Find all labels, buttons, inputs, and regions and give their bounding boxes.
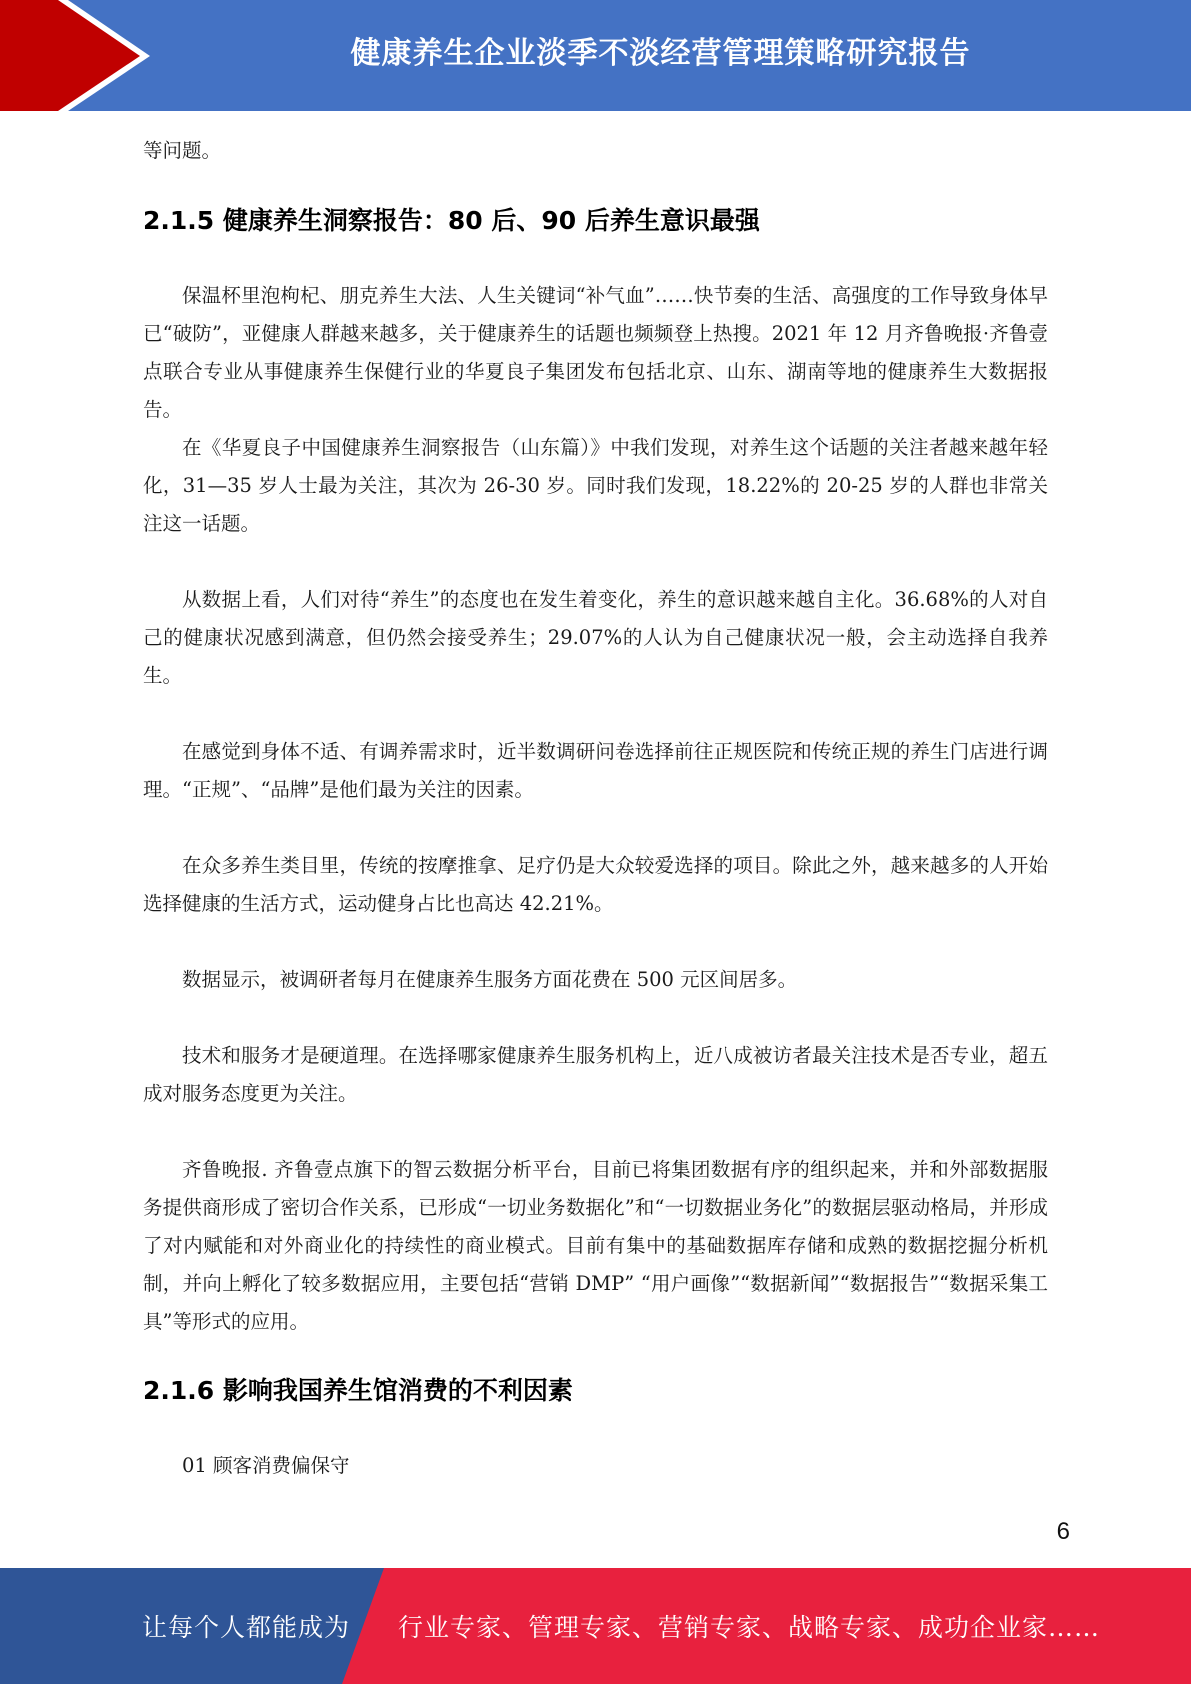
footer-slogan-right: 行业专家、管理专家、营销专家、战略专家、成功企业家…… bbox=[398, 1613, 1101, 1642]
paragraph: 在感觉到身体不适、有调养需求时，近半数调研问卷选择前往正规医院和传统正规的养生门店进行调理。“正规”、“品牌”是他们最为关注的因素。 bbox=[143, 740, 1048, 801]
section-heading-2-1-5: 2.1.5 健康养生洞察报告：80 后、90 后养生意识最强 bbox=[143, 206, 760, 235]
paragraph: 数据显示，被调研者每月在健康养生服务方面花费在 500 元区间居多。 bbox=[182, 968, 798, 991]
header-chevron-icon bbox=[0, 0, 160, 111]
paragraph: 技术和服务才是硬道理。在选择哪家健康养生服务机构上，近八成被访者最关注技术是否专业，超五成对服务态度更为关注。 bbox=[143, 1044, 1048, 1105]
page-footer bbox=[0, 1568, 1191, 1684]
document-title: 健康养生企业淡季不淡经营管理策略研究报告 bbox=[350, 36, 971, 71]
page-header bbox=[0, 0, 1191, 111]
paragraph: 从数据上看，人们对待“养生”的态度也在发生着变化，养生的意识越来越自主化。36.68%的人对自己的健康状况感到满意，但仍然会接受养生；29.07%的人认为自己健康状况一般，会主动选择自我养生。 bbox=[143, 588, 1048, 687]
paragraph: 保温杯里泡枸杞、朋克养生大法、人生关键词“补气血”……快节奏的生活、高强度的工作导致身体早已“破防”，亚健康人群越来越多，关于健康养生的话题也频频登上热搜。2021 年 12 月齐鲁晚报·齐鲁壹点联合专业从事健康养生保健行业的华夏良子集团发布包括北京、山东、湖南等地的健康养生大数据报告。 bbox=[143, 284, 1048, 421]
page-number: 6 bbox=[1056, 1518, 1070, 1545]
section-heading-2-1-6: 2.1.6 影响我国养生馆消费的不利因素 bbox=[143, 1376, 573, 1405]
intro-tail-text: 等问题。 bbox=[143, 139, 222, 162]
paragraph: 在众多养生类目里，传统的按摩推拿、足疗仍是大众较爱选择的项目。除此之外，越来越多的人开始选择健康的生活方式，运动健身占比也高达 42.21%。 bbox=[143, 854, 1048, 915]
paragraph: 在《华夏良子中国健康养生洞察报告（山东篇）》中我们发现，对养生这个话题的关注者越来越年轻化，31—35 岁人士最为关注，其次为 26-30 岁。同时我们发现，18.22%的 20-25 岁的人群也非常关注这一话题。 bbox=[143, 436, 1048, 535]
paragraph: 齐鲁晚报. 齐鲁壹点旗下的智云数据分析平台，目前已将集团数据有序的组织起来，并和外部数据服务提供商形成了密切合作关系，已形成“一切业务数据化”和“一切数据业务化”的数据层驱动格局，并形成了对内赋能和对外商业化的持续性的商业模式。目前有集中的基础数据库存储和成熟的数据挖掘分析机制，并向上孵化了较多数据应用，主要包括“营销 DMP” “用户画像”“数据新闻”“数据报告”“数据采集工具”等形式的应用。 bbox=[143, 1158, 1048, 1333]
page-content bbox=[143, 132, 1048, 1485]
list-item: 01 顾客消费偏保守 bbox=[182, 1454, 350, 1477]
footer-slogan-left: 让每个人都能成为 bbox=[142, 1613, 351, 1642]
